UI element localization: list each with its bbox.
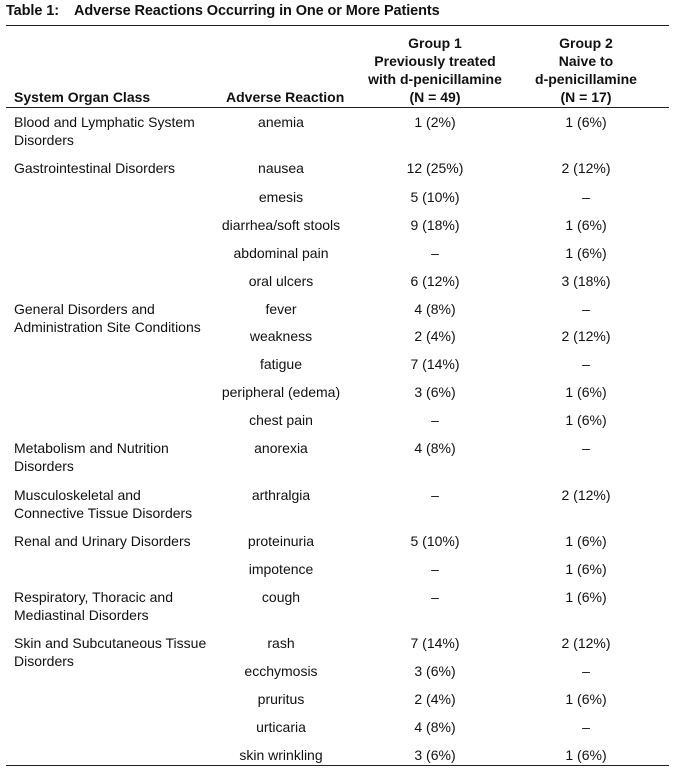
cell-group1: 2 (4%) [414, 691, 456, 707]
cell-reaction: weakness [249, 328, 313, 344]
cell-group2: 1 (6%) [565, 245, 607, 261]
cell-organ-class: Musculoskeletal and Connective Tissue Disorders [14, 487, 193, 521]
cell-group1: – [431, 245, 439, 261]
cell-reaction: fever [265, 301, 297, 317]
cell-group2: 3 (18%) [561, 273, 611, 289]
cell-reaction: cough [261, 589, 301, 605]
cell-group2: 1 (6%) [565, 533, 607, 549]
cell-group2: – [582, 719, 590, 735]
cell-reaction: abdominal pain [233, 245, 329, 261]
header-group2-line: d-penicillamine [535, 71, 637, 87]
header-adverse-reaction: Adverse Reaction [226, 89, 345, 105]
cell-group2: 1 (6%) [565, 747, 607, 763]
cell-reaction: diarrhea/soft stools [221, 217, 341, 233]
header-group1-line: (N = 49) [409, 89, 461, 105]
cell-group1: – [431, 561, 439, 577]
cell-group1: 4 (8%) [414, 440, 456, 456]
cell-reaction: oral ulcers [248, 273, 314, 289]
cell-group2: – [582, 301, 590, 317]
header-group2-line: Naive to [558, 53, 614, 69]
cell-group2: – [582, 663, 590, 679]
header-group1 [352, 34, 518, 106]
cell-group2: 1 (6%) [565, 412, 607, 428]
cell-group1: 2 (4%) [414, 328, 456, 344]
cell-organ-class: Metabolism and Nutrition Disorders [14, 440, 169, 474]
cell-reaction: arthralgia [251, 487, 311, 503]
table-caption [6, 3, 440, 19]
cell-group1: 7 (14%) [410, 356, 460, 372]
cell-group1: 5 (10%) [410, 533, 460, 549]
cell-group2: 1 (6%) [565, 217, 607, 233]
header-group2-line: (N = 17) [560, 89, 612, 105]
cell-reaction: impotence [248, 561, 314, 577]
header-group1-line: Group 1 [408, 35, 462, 51]
table-bottom-rule [6, 765, 669, 766]
header-group2-line: Group 2 [559, 35, 613, 51]
header-rule [6, 107, 669, 108]
cell-group2: 2 (12%) [561, 328, 611, 344]
cell-group2: 2 (12%) [561, 160, 611, 176]
cell-group1: 3 (6%) [414, 384, 456, 400]
cell-reaction: anorexia [254, 440, 308, 456]
cell-reaction: rash [267, 635, 295, 651]
header-organ-class: System Organ Class [14, 89, 151, 105]
cell-group2: 1 (6%) [565, 114, 607, 130]
cell-group2: 1 (6%) [565, 691, 607, 707]
cell-group1: 7 (14%) [410, 635, 460, 651]
cell-reaction: skin wrinkling [239, 747, 323, 763]
cell-group1: – [431, 589, 439, 605]
table-caption-title: Adverse Reactions Occurring in One or More Patients [74, 3, 440, 19]
cell-organ-class: Gastrointestinal Disorders [14, 160, 176, 176]
header-group1-line: Previously treated [374, 53, 496, 69]
cell-group2: 2 (12%) [561, 487, 611, 503]
cell-group1: 4 (8%) [414, 301, 456, 317]
cell-organ-class: Skin and Subcutaneous Tissue Disorders [14, 635, 207, 669]
cell-group1: – [431, 412, 439, 428]
table-top-rule [6, 25, 669, 26]
cell-reaction: urticaria [256, 719, 306, 735]
cell-group2: 2 (12%) [561, 635, 611, 651]
cell-group2: – [582, 356, 590, 372]
cell-reaction: emesis [258, 189, 304, 205]
cell-reaction: ecchymosis [244, 663, 318, 679]
cell-group1: 1 (2%) [414, 114, 456, 130]
cell-group1: – [431, 487, 439, 503]
cell-reaction: fatigue [259, 356, 303, 372]
header-group2 [524, 34, 648, 106]
table-caption-label: Table 1: [6, 3, 59, 19]
cell-organ-class: Respiratory, Thoracic and Mediastinal Disorders [14, 589, 173, 623]
cell-group1: 4 (8%) [414, 719, 456, 735]
cell-reaction: nausea [258, 160, 304, 176]
cell-group2: 1 (6%) [565, 561, 607, 577]
cell-reaction: proteinuria [247, 533, 315, 549]
cell-group2: – [582, 440, 590, 456]
cell-group2: – [582, 189, 590, 205]
cell-group1: 5 (10%) [410, 189, 460, 205]
cell-group2: 1 (6%) [565, 589, 607, 605]
cell-reaction: pruritus [257, 691, 305, 707]
cell-reaction: chest pain [249, 412, 313, 428]
cell-group1: 12 (25%) [406, 160, 464, 176]
cell-organ-class: General Disorders and Administration Site Conditions [14, 301, 201, 335]
cell-reaction: peripheral (edema) [221, 384, 341, 400]
cell-group1: 9 (18%) [410, 217, 460, 233]
cell-organ-class: Blood and Lymphatic System Disorders [14, 114, 195, 148]
cell-group1: 3 (6%) [414, 747, 456, 763]
cell-reaction: anemia [258, 114, 304, 130]
cell-group1: 6 (12%) [410, 273, 460, 289]
header-group1-line: with d-penicillamine [368, 71, 502, 87]
cell-group2: 1 (6%) [565, 384, 607, 400]
cell-organ-class: Renal and Urinary Disorders [14, 533, 191, 549]
cell-group1: 3 (6%) [414, 663, 456, 679]
